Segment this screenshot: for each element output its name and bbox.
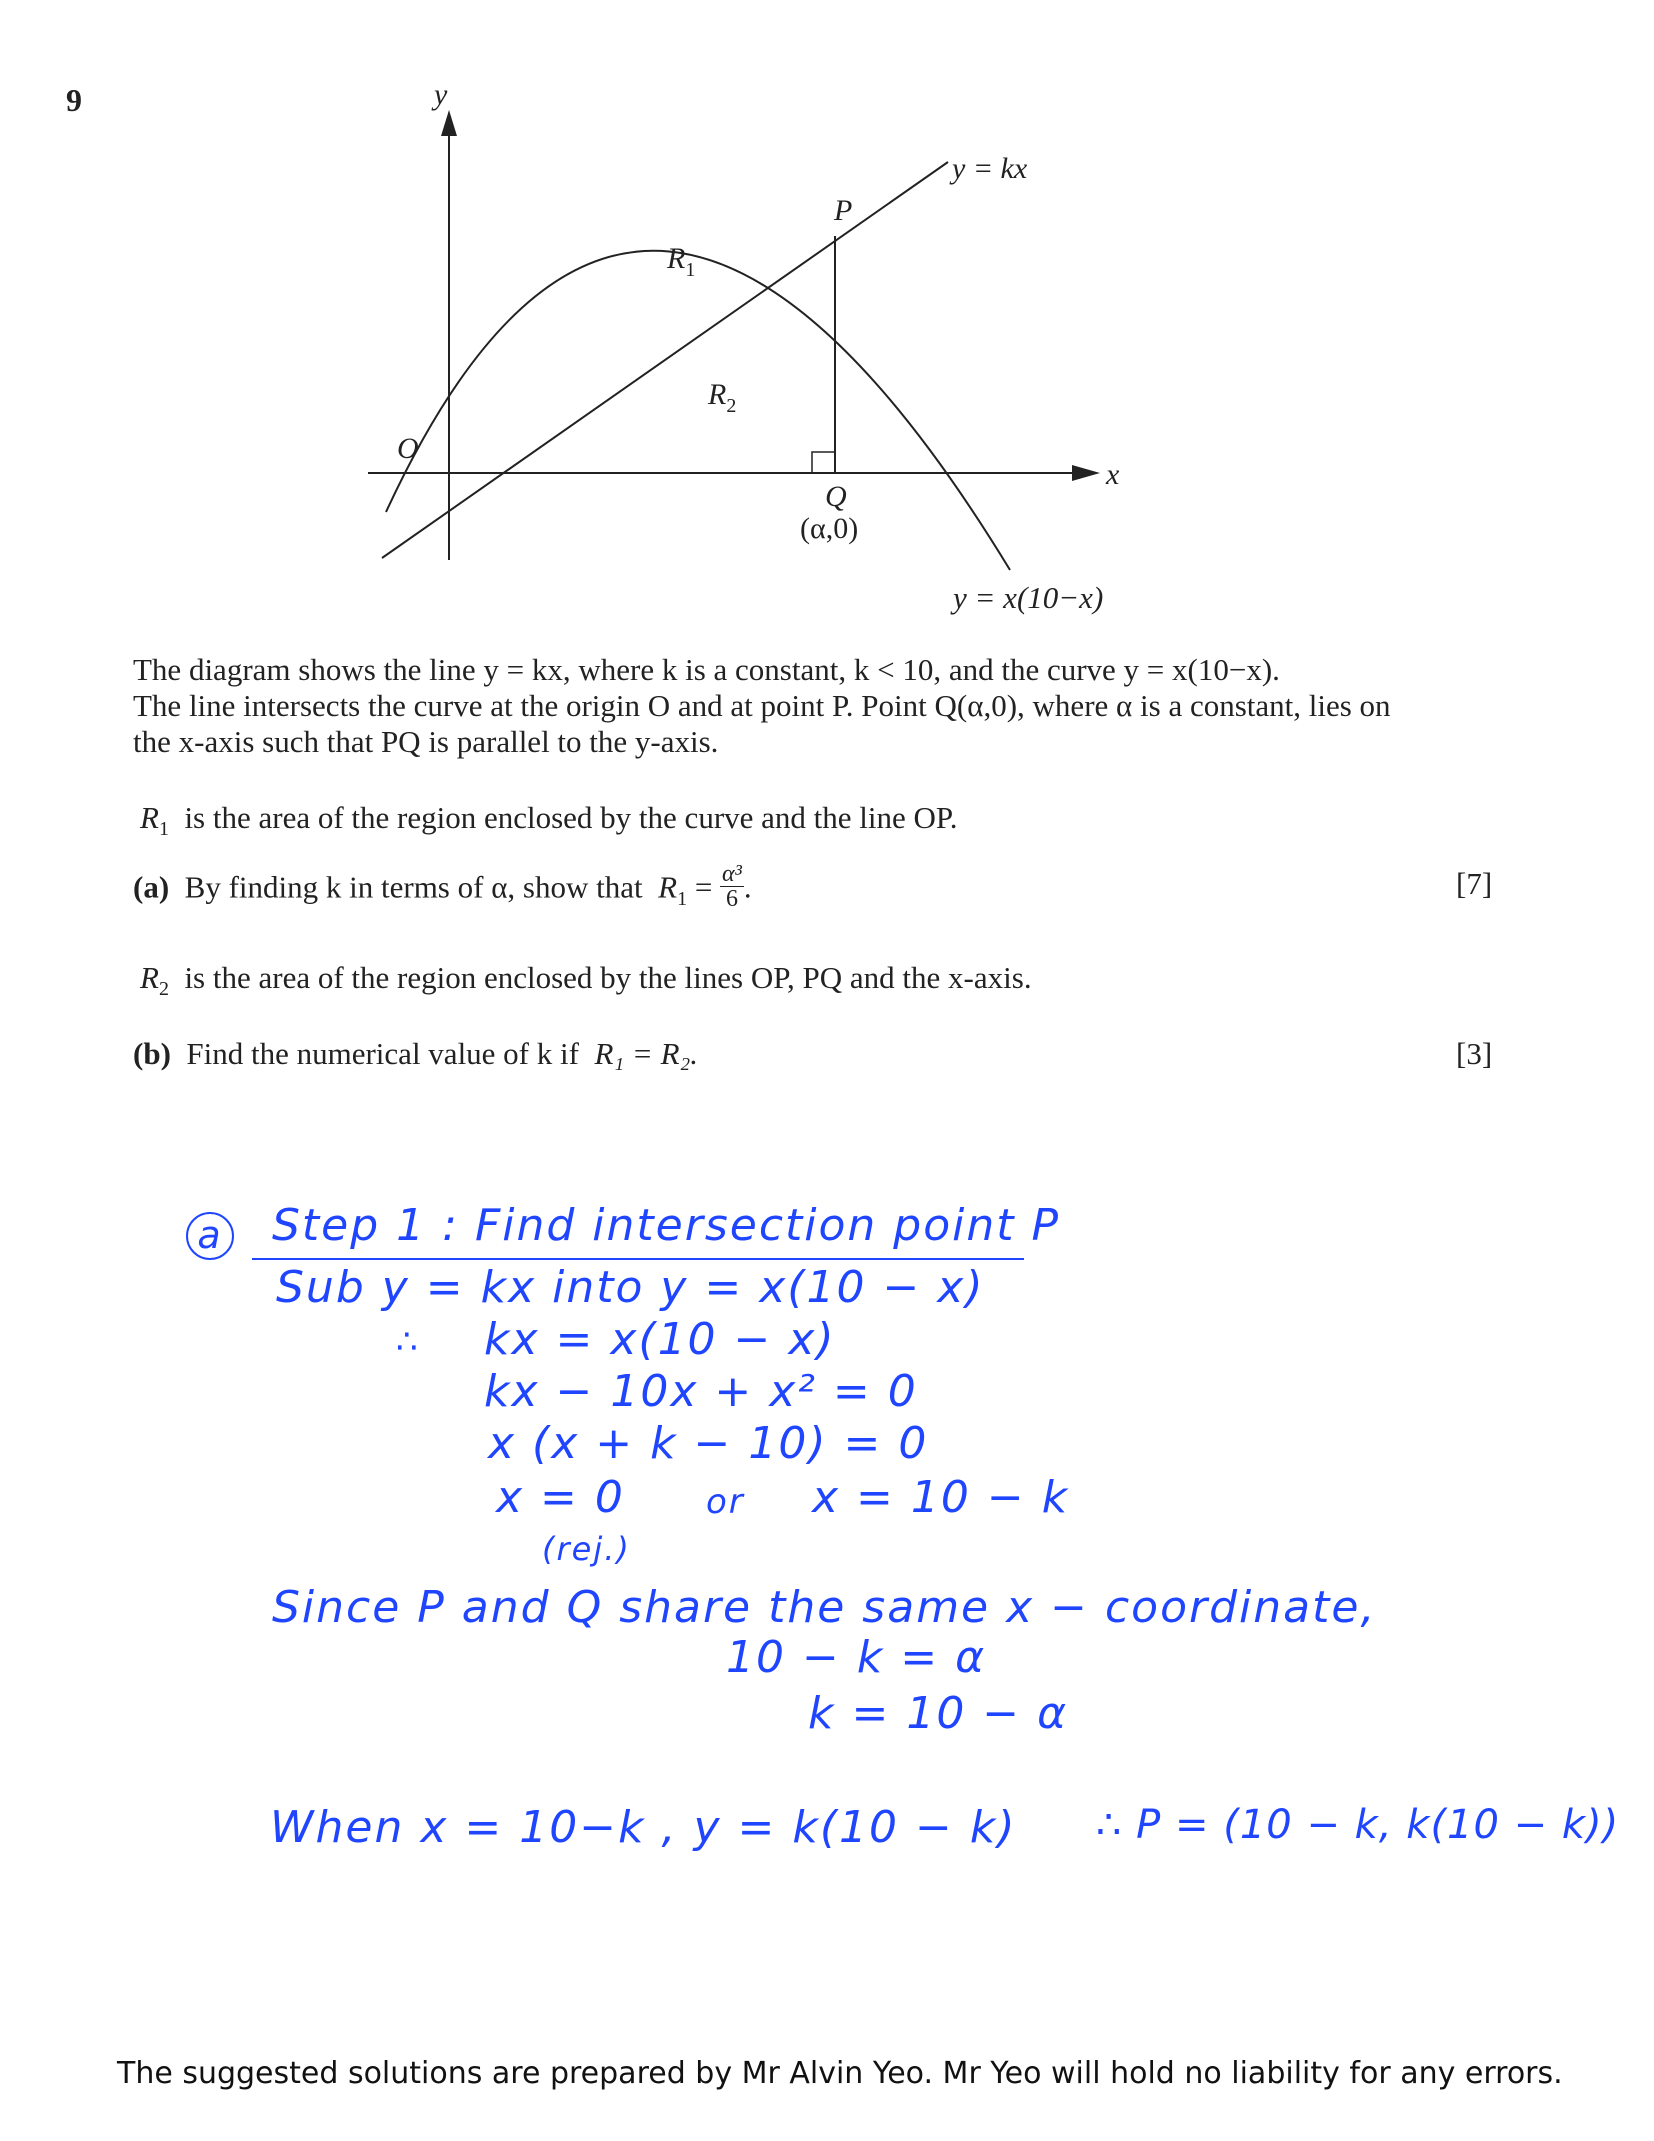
solution-line-k: k = 10 − α [808,1688,1069,1739]
y-axis-arrowhead [441,110,457,136]
solution-step-heading: Step 1 : Find intersection point P [272,1200,1061,1251]
x-axis-arrowhead [1072,465,1100,481]
part-b-marks: [3] [1456,1036,1493,1071]
point-q-label: Q [825,480,847,513]
part-a-end: . [743,869,752,905]
part-b [133,1036,698,1072]
solution-line-sub: Sub y = kx into y = x(10 − x) [276,1262,985,1313]
question-number: 9 [66,82,82,118]
solution-line-root2: x = 10 − k [812,1472,1070,1523]
solution-line-eq1: kx = x(10 − x) [484,1314,836,1365]
solution-line-alpha: 10 − k = α [726,1632,987,1683]
part-a-fraction-num: α³ [722,861,742,887]
solution-line-point-p: ∴ P = (10 − k, k(10 − k)) [1096,1802,1620,1848]
solution-line-eq2: kx − 10x + x² = 0 [484,1366,918,1417]
footer-disclaimer: The suggested solutions are prepared by Mr Alvin Yeo. Mr Yeo will hold no liability for any errors. [117,2056,1563,2091]
line-label: y = kx [952,152,1028,185]
part-a-label: (a) [133,869,170,905]
line-y-kx [382,162,948,558]
intro-line-1: The diagram shows the line y = kx, where k is a constant, k < 10, and the curve y = x(10−x). [133,652,1280,687]
part-a-fraction-den: 6 [725,886,738,912]
part-a-r1: R [658,869,678,905]
solution-line-since: Since P and Q share the same x − coordinate, [272,1582,1377,1633]
intro-line-2: The line intersects the curve at the origin O and at point P. Point Q(α,0), where α is a constant, lies on [133,688,1391,723]
heading-underline [252,1258,1024,1260]
solution-line-factor: x (x + k − 10) = 0 [488,1418,929,1469]
part-b-text: Find the numerical value of k if [186,1036,579,1071]
solution-part-marker-text: a [197,1213,223,1257]
part-b-label: (b) [133,1036,171,1071]
right-angle-marker [812,452,835,473]
y-axis-label: y [434,78,448,111]
x-axis-label: x [1106,458,1120,491]
solution-line-root1: x = 0 [496,1472,625,1523]
part-a-fraction [720,862,744,911]
r2-definition-text: is the area of the region enclosed by the lines OP, PQ and the x-axis. [184,960,1032,995]
point-p-label: P [834,194,853,227]
region-r1-label: $R_1$ [667,242,696,281]
r1-definition-text: is the area of the region enclosed by the curve and the line OP. [184,800,958,835]
solution-line-or: or [706,1482,745,1522]
point-q-coords: (α,0) [800,512,859,545]
r1-definition: $R_1$ is the area of the region enclosed by the curve and the line OP. [140,800,958,841]
solution-therefore: ∴ [396,1322,420,1362]
part-a-r1-sub: 1 [677,887,688,910]
region-r2-label: $R_2$ [708,378,737,417]
solution-line-when: When x = 10−k , y = k(10 − k) [270,1802,1017,1853]
diagram [0,0,1654,640]
part-a-eq: = [694,869,713,905]
origin-label: O [397,432,419,465]
r2-definition: $R_2$ is the area of the region enclosed by the lines OP, PQ and the x-axis. [140,960,1032,1001]
part-b-expr: R₁ = R₂. [594,1036,699,1071]
curve-parabola [386,251,1010,570]
intro-line-3: the x-axis such that PQ is parallel to the y-axis. [133,724,719,759]
part-a-marks: [7] [1456,866,1493,901]
part-a-text: By finding k in terms of α, show that [184,869,643,905]
curve-label: y = x(10−x) [953,580,1104,615]
solution-part-marker [186,1212,234,1260]
part-a [133,861,752,917]
solution-line-rej: (rej.) [542,1530,631,1568]
